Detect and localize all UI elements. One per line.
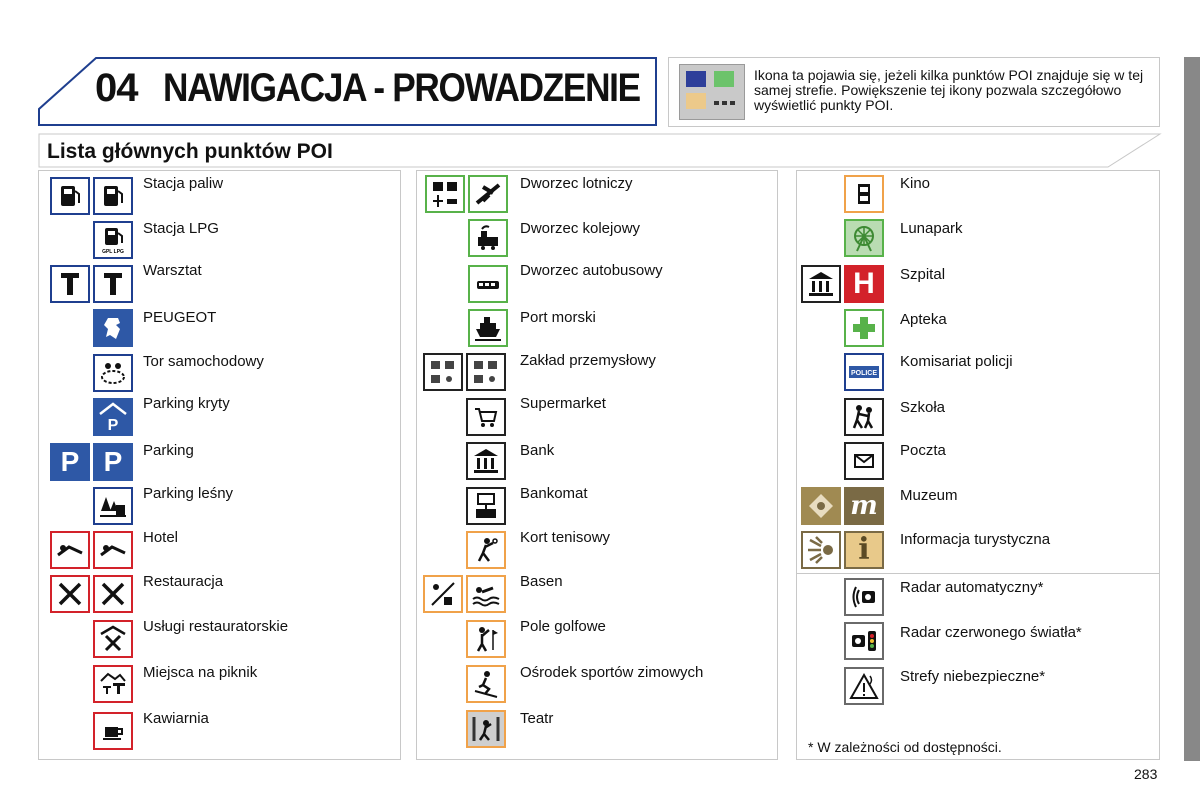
poi-label-kawiarnia: Kawiarnia — [143, 710, 209, 727]
poi-label-tor-samochodowy: Tor samochodowy — [143, 353, 264, 370]
covered-parking-letter: P — [107, 417, 119, 432]
parking-letter: P — [60, 446, 80, 477]
poi-label-muzeum: Muzeum — [900, 487, 958, 504]
theatre-icon — [466, 710, 506, 748]
radar-divider — [796, 573, 1160, 574]
chapter-number: 04 — [95, 66, 138, 110]
hospital-letter: H — [853, 267, 875, 300]
poi-cluster-note-text: Ikona ta pojawia się, jeżeli kilka punktów POI znajduje się w tej samej strefie. Powiększenie tej ikony pozwala szczegółowo wyświetlić punkty POI. — [754, 67, 1144, 113]
poi-label-port-morski: Port morski — [520, 309, 596, 326]
covered-parking-icon — [93, 398, 133, 436]
atm-icon — [466, 487, 506, 525]
poi-label-komisariat-policji: Komisariat policji — [900, 353, 1013, 370]
sunburst-icon — [801, 531, 841, 569]
shopping-cart-icon — [466, 398, 506, 436]
sport-cluster-icon — [423, 575, 463, 613]
bed-icon — [50, 531, 90, 569]
poi-cluster-icon — [679, 64, 745, 120]
envelope-icon — [844, 442, 884, 480]
lpg-text: GPL LPG — [102, 249, 124, 255]
danger-zone-icon — [844, 667, 884, 705]
availability-footnote: * W zależności od dostępności. — [808, 739, 1002, 755]
cutlery-icon — [93, 575, 133, 613]
film-icon — [844, 175, 884, 213]
hospital-icon — [844, 265, 884, 303]
peugeot-lion-icon — [93, 309, 133, 347]
poi-label-restauracja: Restauracja — [143, 573, 224, 590]
poi-label-parking: Parking — [143, 442, 194, 459]
section-title: Lista głównych punktów POI — [47, 140, 333, 163]
bus-icon — [468, 265, 508, 303]
speed-camera-icon — [844, 578, 884, 616]
museum-icon — [844, 487, 884, 525]
fuel-pump-icon — [50, 177, 90, 215]
page-number: 283 — [1134, 766, 1158, 782]
poi-label-uslugi-restauratorskie: Usługi restauratorskie — [143, 618, 289, 635]
red-light-camera-icon — [844, 622, 884, 660]
poi-label-szkola: Szkoła — [900, 399, 946, 416]
poi-label-osrodek-sportow-zimowych: Ośrodek sportów zimowych — [520, 664, 704, 681]
poi-label-bankomat: Bankomat — [520, 485, 588, 502]
poi-label-szpital: Szpital — [900, 266, 946, 283]
swimmer-icon — [466, 575, 506, 613]
coffee-cup-icon — [93, 712, 133, 750]
museum-letter: m — [850, 491, 878, 521]
institution-icon — [801, 265, 841, 303]
poi-label-strefy-niebezpieczne: Strefy niebezpieczne* — [900, 668, 1046, 685]
police-icon — [844, 353, 884, 391]
poi-label-peugeot: PEUGEOT — [143, 309, 217, 326]
poi-label-teatr: Teatr — [520, 710, 554, 727]
poi-label-apteka: Apteka — [900, 311, 947, 328]
picnic-icon — [93, 665, 133, 703]
chapter-title: NAWIGACJA - PROWADZENIE — [163, 66, 640, 110]
train-icon — [468, 219, 508, 257]
poi-label-hotel: Hotel — [143, 529, 179, 546]
poi-label-parking-kryty: Parking kryty — [143, 395, 230, 412]
bed-icon — [93, 531, 133, 569]
factory-icon — [466, 353, 506, 391]
wrench-icon — [50, 265, 90, 303]
poi-label-kino: Kino — [900, 175, 931, 192]
cutlery-icon — [50, 575, 90, 613]
ski-icon — [466, 665, 506, 703]
poi-label-zaklad-przemyslowy: Zakład przemysłowy — [520, 352, 656, 369]
poi-label-stacja-lpg: Stacja LPG — [143, 220, 219, 237]
poi-label-lunapark: Lunapark — [900, 220, 963, 237]
airplane-icon — [468, 175, 508, 213]
poi-label-poczta: Poczta — [900, 442, 946, 459]
poi-label-warsztat: Warsztat — [143, 262, 202, 279]
fuel-pump-icon — [93, 177, 133, 215]
poi-label-pole-golfowe: Pole golfowe — [520, 618, 606, 635]
monument-icon — [801, 487, 841, 525]
ferris-wheel-icon — [844, 219, 884, 257]
poi-label-radar-czerwonego-swiatla: Radar czerwonego światła* — [900, 624, 1082, 641]
poi-label-parking-lesny: Parking leśny — [143, 485, 234, 502]
poi-label-bank: Bank — [520, 442, 555, 459]
poi-label-stacja-paliw: Stacja paliw — [143, 175, 224, 192]
transport-cluster-icon — [425, 175, 465, 213]
poi-label-miejsca-na-piknik: Miejsca na piknik — [143, 664, 258, 681]
poi-label-dworzec-kolejowy: Dworzec kolejowy — [520, 220, 641, 237]
tennis-icon — [466, 531, 506, 569]
forest-parking-icon — [93, 487, 133, 525]
catering-icon — [93, 620, 133, 658]
lpg-pump-icon — [93, 221, 133, 259]
poi-label-basen: Basen — [520, 573, 563, 590]
parking-icon — [93, 443, 133, 481]
golf-icon — [466, 620, 506, 658]
bank-icon — [466, 442, 506, 480]
poi-label-supermarket: Supermarket — [520, 395, 606, 412]
poi-label-dworzec-lotniczy: Dworzec lotniczy — [520, 175, 633, 192]
pharmacy-cross-icon — [844, 309, 884, 347]
ship-icon — [468, 309, 508, 347]
poi-label-informacja-turystyczna: Informacja turystyczna — [900, 531, 1051, 548]
poi-cluster-note — [668, 57, 1160, 127]
parking-letter: P — [103, 446, 123, 477]
parking-icon — [50, 443, 90, 481]
race-track-icon — [93, 354, 133, 392]
industry-cluster-icon — [423, 353, 463, 391]
tourist-info-icon — [844, 531, 884, 569]
wrench-icon — [93, 265, 133, 303]
poi-label-dworzec-autobusowy: Dworzec autobusowy — [520, 262, 663, 279]
school-children-icon — [844, 398, 884, 436]
info-letter: i — [858, 532, 870, 567]
police-text: POLICE — [850, 370, 878, 377]
poi-label-radar-automatyczny: Radar automatyczny* — [900, 579, 1044, 596]
chapter-side-tab — [1184, 57, 1200, 761]
poi-label-kort-tenisowy: Kort tenisowy — [520, 529, 611, 546]
